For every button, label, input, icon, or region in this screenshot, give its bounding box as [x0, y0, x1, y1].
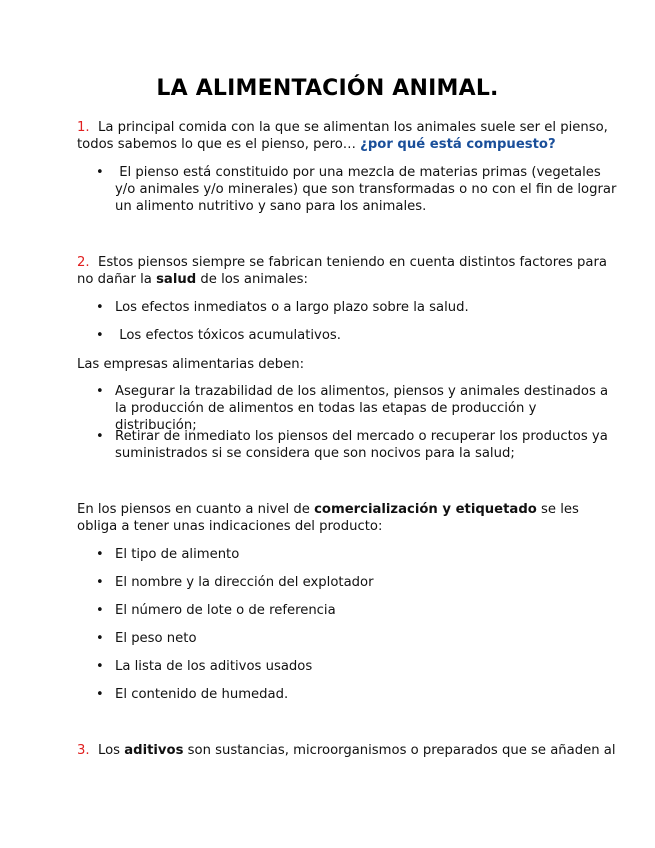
bullet-icon: • [96, 687, 104, 702]
bullet-icon: • [96, 547, 104, 562]
section-3-text-after: son sustancias, microorganismos o preparados que se añaden al [187, 743, 616, 758]
companies-bullet: Asegurar la trazabilidad de los alimentos, piensos y animales destinados a la producción de alimentos en todas las etapas de producción y distribución; [115, 384, 609, 433]
bullet-icon: • [96, 429, 104, 444]
bullet-icon: • [96, 165, 104, 180]
section-2-bold: salud [156, 272, 197, 287]
section-2-text-before: Estos piensos siempre se fabrican teniendo en cuenta distintos factores para no dañar la [77, 255, 608, 287]
labeling-bullet: El peso neto [115, 631, 197, 646]
labeling-paragraph [77, 501, 622, 535]
section-1-question: ¿por qué está compuesto? [360, 137, 556, 152]
labeling-bullet: La lista de los aditivos usados [115, 659, 313, 674]
section-2-text-after: de los animales: [200, 272, 308, 287]
labeling-bullet: El tipo de alimento [115, 547, 240, 562]
bullet-icon: • [96, 631, 104, 646]
section-2-paragraph [77, 254, 622, 288]
health-bullet: Los efectos tóxicos acumulativos. [119, 328, 341, 343]
page-title: LA ALIMENTACIÓN ANIMAL. [156, 76, 499, 101]
companies-bullet: Retirar de inmediato los piensos del mercado o recuperar los productos ya suministrados si se considera que son nocivos para la salud; [115, 429, 608, 461]
labeling-bold: comercialización y etiquetado [314, 502, 537, 517]
labeling-text-before: En los piensos en cuanto a nivel de [77, 502, 310, 517]
section-3-bold: aditivos [124, 743, 184, 758]
bullet-icon: • [96, 328, 104, 343]
bullet-icon: • [96, 575, 104, 590]
bullet-icon: • [96, 300, 104, 315]
labeling-bullet: El contenido de humedad. [115, 687, 289, 702]
labeling-bullet: El número de lote o de referencia [115, 603, 336, 618]
section-1-text: La principal comida con la que se alimentan los animales suele ser el pienso, todos sabemos lo que es el pienso, pero… [77, 120, 608, 152]
section-3-number: 3. [77, 743, 90, 758]
section-1-bullet: El pienso está constituido por una mezcla de materias primas (vegetales y/o animales y/o minerales) que son transformadas o no con el fin de lograr un alimento nutritivo y sano para los animales. [115, 165, 617, 214]
labeling-bullet: El nombre y la dirección del explotador [115, 575, 374, 590]
section-1-number: 1. [77, 120, 90, 135]
bullet-icon: • [96, 384, 104, 399]
section-1-paragraph [77, 119, 622, 153]
companies-intro: Las empresas alimentarias deben: [77, 357, 305, 372]
labeling-text-after: se les obliga a tener unas indicaciones del producto: [77, 502, 579, 534]
bullet-icon: • [96, 659, 104, 674]
bullet-icon: • [96, 603, 104, 618]
section-3-paragraph [77, 742, 622, 759]
section-2-number: 2. [77, 255, 90, 270]
health-bullet: Los efectos inmediatos o a largo plazo sobre la salud. [115, 300, 469, 315]
section-3-text-before: Los [97, 743, 121, 758]
